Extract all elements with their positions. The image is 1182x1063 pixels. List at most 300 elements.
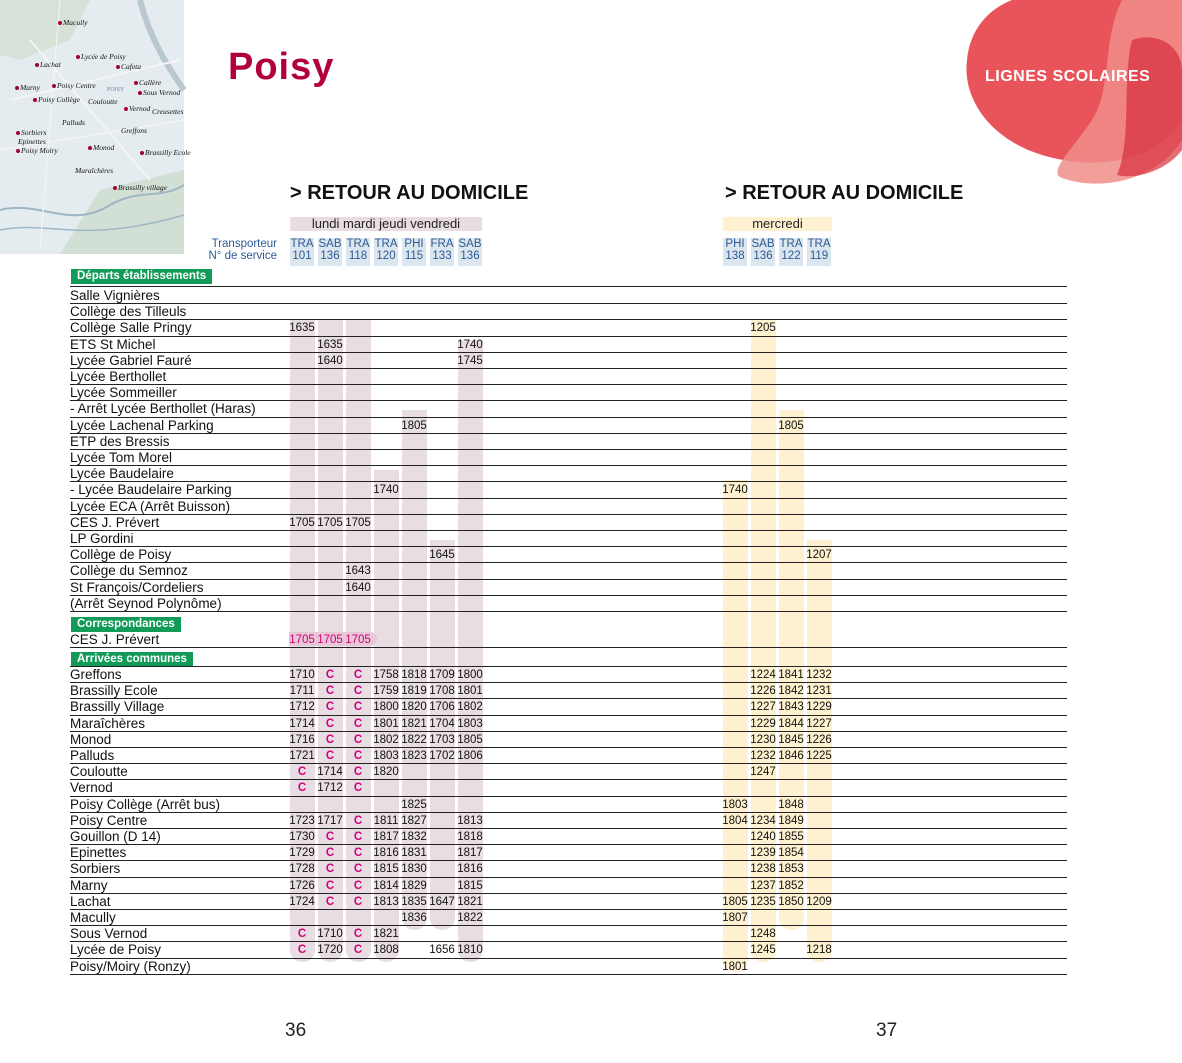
time-cell: C	[325, 733, 335, 746]
map-background	[0, 0, 184, 254]
service-number: 122	[781, 250, 801, 262]
time-cell: 1645	[429, 549, 455, 562]
service-number: 136	[320, 250, 340, 262]
time-cell: 1245	[750, 944, 776, 957]
group-label: Arrivées communes	[71, 652, 193, 667]
time-cell: 1827	[401, 814, 427, 827]
time-cell: C	[353, 750, 363, 762]
service-number: 136	[753, 250, 773, 262]
row-divider	[70, 763, 1067, 764]
stop-name: Lycée Tom Morel	[70, 450, 173, 465]
column-header	[458, 238, 482, 266]
days-left-band: lundi mardi jeudi vendredi	[290, 217, 482, 231]
service-number: 138	[725, 250, 745, 262]
time-cell: 1740	[373, 484, 399, 497]
time-cell: 1227	[806, 717, 832, 730]
time-cell: 1230	[750, 733, 776, 746]
row-divider	[70, 352, 1067, 353]
time-cell: 1709	[429, 669, 455, 681]
stop-name: Collège du Semnoz	[70, 563, 188, 579]
time-cell: 1848	[778, 798, 804, 811]
time-cell: C	[353, 766, 363, 779]
time-cell: C	[297, 944, 307, 957]
service-number: 101	[292, 250, 312, 262]
stop-name: Collège des Tilleuls	[70, 304, 187, 320]
stop-name: Lachat	[70, 893, 111, 909]
row-divider	[70, 286, 1067, 287]
service-number: 118	[348, 250, 368, 262]
row-divider	[70, 562, 1067, 563]
time-cell: C	[353, 814, 363, 827]
stop-name: Palluds	[70, 748, 115, 763]
stop-name: ETP des Bressis	[70, 433, 170, 449]
time-cell: 1227	[750, 701, 776, 714]
time-cell: 1740	[722, 484, 748, 497]
row-divider	[70, 877, 1067, 878]
time-cell: 1705	[345, 634, 371, 646]
time-cell: 1821	[373, 928, 399, 941]
operator-code: TRA	[346, 238, 370, 250]
map-label: Poisy Moiry	[16, 146, 58, 155]
map-label: Lycée de Poisy	[76, 52, 126, 61]
time-cell: 1844	[778, 717, 804, 730]
stop-name: CES J. Prévert	[70, 514, 160, 530]
stop-name: Brassilly Ecole	[70, 683, 158, 699]
time-cell: 1745	[457, 354, 483, 367]
time-cell: 1716	[289, 733, 315, 746]
time-cell: 1843	[778, 701, 804, 714]
section-title-right: > RETOUR AU DOMICILE	[725, 182, 964, 204]
time-cell: 1710	[317, 928, 343, 941]
time-cell: 1247	[750, 766, 776, 779]
stop-name: Poisy/Moiry (Ronzy)	[70, 958, 191, 974]
time-cell: 1237	[750, 879, 776, 892]
time-cell: 1704	[429, 717, 455, 730]
time-cell: 1800	[457, 669, 483, 681]
time-cell: C	[297, 782, 307, 795]
time-cell: 1758	[373, 669, 399, 681]
time-cell: 1810	[457, 944, 483, 957]
stop-name: Epinettes	[70, 845, 127, 861]
row-divider	[70, 941, 1067, 942]
row-divider	[70, 319, 1067, 320]
time-cell: 1207	[806, 549, 832, 562]
time-cell: C	[297, 928, 307, 941]
group-label: Départs établissements	[71, 269, 212, 284]
stop-name: Collège Salle Pringy	[70, 320, 192, 336]
map-label: Poisy Centre	[52, 81, 96, 90]
service-number: 136	[460, 250, 480, 262]
time-cell: 1823	[401, 750, 427, 762]
stop-name: Vernod	[70, 780, 113, 796]
stop-name: Gouillon (D 14)	[70, 829, 161, 844]
row-divider	[70, 647, 1067, 648]
row-divider	[70, 546, 1067, 547]
time-cell: 1815	[457, 879, 483, 892]
group-label: Correspondances	[71, 617, 181, 632]
time-cell: C	[353, 717, 363, 730]
time-cell: 1815	[373, 863, 399, 876]
time-cell: 1721	[289, 750, 315, 762]
map-label: Sous Vernod	[138, 88, 180, 97]
time-cell: 1235	[750, 895, 776, 908]
row-divider	[70, 747, 1067, 748]
stop-name: Lycée Lachenal Parking	[70, 417, 214, 433]
time-cell: 1801	[457, 685, 483, 698]
row-divider	[70, 433, 1067, 434]
time-cell: 1841	[778, 669, 804, 681]
time-cell: 1635	[289, 322, 315, 335]
stop-name: Maraîchères	[70, 715, 146, 731]
column-header	[430, 238, 454, 266]
time-cell: 1726	[289, 879, 315, 892]
operator-code: FRA	[430, 238, 454, 250]
time-cell: 1805	[401, 419, 427, 432]
time-cell: C	[325, 847, 335, 860]
operator-code: SAB	[751, 238, 775, 250]
service-number: 120	[376, 250, 396, 262]
row-divider	[70, 530, 1067, 531]
map-label: Brassilly village	[113, 183, 167, 192]
time-cell: 1643	[345, 565, 371, 578]
time-cell: 1705	[317, 516, 343, 529]
time-cell: 1830	[401, 863, 427, 876]
time-cell: 1225	[806, 750, 832, 762]
time-cell: 1209	[806, 895, 832, 908]
row-divider	[70, 844, 1067, 845]
time-cell: 1803	[373, 750, 399, 762]
row-divider	[70, 731, 1067, 732]
column-header	[779, 238, 803, 266]
time-cell: 1817	[457, 847, 483, 860]
page-number-right: 37	[876, 1020, 898, 1041]
time-cell: 1730	[289, 831, 315, 843]
time-cell: 1229	[750, 717, 776, 730]
time-cell: 1822	[401, 733, 427, 746]
operator-code: TRA	[779, 238, 803, 250]
stop-name: ETS St Michel	[70, 336, 156, 352]
time-cell: 1836	[401, 912, 427, 924]
map-label: Epinettes	[18, 137, 46, 146]
time-cell: 1705	[345, 516, 371, 529]
time-cell: 1850	[778, 895, 804, 908]
map-label: Marny	[15, 83, 40, 92]
time-cell: 1845	[778, 733, 804, 746]
time-cell: 1714	[289, 717, 315, 730]
time-cell: 1846	[778, 750, 804, 762]
decorative-banner	[952, 0, 1182, 190]
time-cell: C	[325, 669, 335, 681]
map-label: Monod	[88, 143, 114, 152]
stop-name: Marny	[70, 877, 108, 893]
time-cell: 1813	[457, 814, 483, 827]
banner-label: LIGNES SCOLAIRES	[985, 68, 1151, 85]
column-header	[318, 238, 342, 266]
column-header	[807, 238, 831, 266]
operator-code: TRA	[807, 238, 831, 250]
time-cell: 1720	[317, 944, 343, 957]
time-cell: 1806	[457, 750, 483, 762]
row-divider	[70, 514, 1067, 515]
column-header	[374, 238, 398, 266]
section-title-left: > RETOUR AU DOMICILE	[290, 182, 529, 204]
map-label: Macully	[58, 18, 88, 27]
time-cell: 1852	[778, 879, 804, 892]
time-cell: 1232	[806, 669, 832, 681]
page-number-left: 36	[285, 1020, 307, 1041]
service-number: 119	[809, 250, 829, 262]
time-cell: 1813	[373, 895, 399, 908]
time-cell: 1855	[778, 831, 804, 843]
stop-name: Lycée de Poisy	[70, 942, 162, 958]
column-header	[346, 238, 370, 266]
time-cell: C	[325, 750, 335, 762]
map-label: Callère	[134, 78, 161, 87]
column-header	[290, 238, 314, 266]
time-cell: 1635	[317, 338, 343, 351]
stop-name: Lycée Gabriel Fauré	[70, 352, 192, 368]
row-divider	[70, 925, 1067, 926]
stop-name: CES J. Prévert	[70, 632, 160, 647]
stop-name: Poisy Collège (Arrêt bus)	[70, 796, 221, 812]
time-cell: 1832	[401, 831, 427, 843]
time-cell: 1803	[722, 798, 748, 811]
time-cell: 1818	[457, 831, 483, 843]
time-cell: 1705	[289, 516, 315, 529]
time-cell: 1640	[345, 581, 371, 594]
time-cell: 1234	[750, 814, 776, 827]
time-cell: 1703	[429, 733, 455, 746]
time-cell: 1740	[457, 338, 483, 351]
stop-name: Lycée Sommeiller	[70, 385, 177, 401]
stop-name: Poisy Centre	[70, 812, 148, 828]
time-cell: 1814	[373, 879, 399, 892]
time-cell: 1835	[401, 895, 427, 908]
time-cell: 1805	[778, 419, 804, 432]
service-label: N° de service	[208, 250, 277, 262]
time-cell: 1229	[806, 701, 832, 714]
time-cell: 1647	[429, 895, 455, 908]
time-cell: 1853	[778, 863, 804, 876]
time-cell: 1807	[722, 912, 748, 924]
time-cell: C	[325, 895, 335, 908]
row-divider	[70, 368, 1067, 369]
time-cell: 1702	[429, 750, 455, 762]
stop-name: Sous Vernod	[70, 926, 148, 942]
row-divider	[70, 698, 1067, 699]
stop-name: LP Gordini	[70, 531, 134, 546]
time-cell: 1801	[722, 960, 748, 973]
time-cell: 1640	[317, 354, 343, 367]
transporteur-label: Transporteur	[211, 238, 277, 250]
time-cell: 1724	[289, 895, 315, 908]
time-cell: 1224	[750, 669, 776, 681]
time-cell: 1714	[317, 766, 343, 779]
time-cell: C	[353, 685, 363, 698]
time-cell: C	[325, 685, 335, 698]
time-cell: C	[353, 831, 363, 843]
column-header	[402, 238, 426, 266]
row-divider	[70, 860, 1067, 861]
time-cell: 1226	[750, 685, 776, 698]
time-cell: 1820	[401, 701, 427, 714]
time-cell: 1712	[317, 782, 343, 795]
time-cell: 1759	[373, 685, 399, 698]
operator-code: SAB	[318, 238, 342, 250]
time-cell: 1723	[289, 814, 315, 827]
time-cell: 1849	[778, 814, 804, 827]
time-cell: 1231	[806, 685, 832, 698]
time-cell: 1708	[429, 685, 455, 698]
stop-name: Lycée ECA (Arrêt Buisson)	[70, 498, 231, 514]
operator-code: SAB	[458, 238, 482, 250]
time-cell: C	[325, 879, 335, 892]
stop-name: Brassilly Village	[70, 699, 165, 715]
time-cell: 1240	[750, 831, 776, 843]
map-label: Brassilly Ecole	[140, 148, 191, 157]
row-divider	[70, 909, 1067, 910]
stop-name: (Arrêt Seynod Polynôme)	[70, 595, 222, 611]
stop-name: St François/Cordeliers	[70, 579, 204, 595]
time-cell: 1729	[289, 847, 315, 860]
time-cell: C	[353, 733, 363, 746]
time-cell: 1831	[401, 847, 427, 860]
stop-name: Lycée Baudelaire	[70, 466, 174, 482]
time-cell: 1805	[457, 733, 483, 746]
service-number: 133	[432, 250, 452, 262]
operator-code: PHI	[404, 238, 424, 250]
time-cell: C	[353, 701, 363, 714]
time-cell: C	[297, 766, 307, 779]
time-cell: 1801	[373, 717, 399, 730]
map-label: Sorbiers	[16, 128, 46, 137]
map-label: Palluds	[62, 118, 85, 127]
time-cell: 1656	[429, 944, 455, 957]
time-cell: 1818	[401, 669, 427, 681]
time-cell: 1712	[289, 701, 315, 714]
time-cell: C	[353, 895, 363, 908]
stop-name: Couloutte	[70, 764, 128, 780]
time-cell: 1728	[289, 863, 315, 876]
map-label: Greffons	[121, 126, 147, 135]
time-cell: C	[353, 879, 363, 892]
map-label: Poisy Collège	[33, 95, 80, 104]
row-divider	[70, 715, 1067, 716]
time-cell: 1205	[750, 322, 776, 335]
time-cell: 1817	[373, 831, 399, 843]
stop-name: - Arrêt Lycée Berthollet (Haras)	[70, 401, 256, 417]
time-cell: 1821	[457, 895, 483, 908]
time-cell: 1821	[401, 717, 427, 730]
time-cell: 1802	[457, 701, 483, 714]
time-cell: C	[325, 717, 335, 730]
time-cell: 1710	[289, 669, 315, 681]
row-divider	[70, 682, 1067, 683]
column-header	[723, 238, 747, 266]
time-cell: 1820	[373, 766, 399, 779]
time-cell: 1816	[457, 863, 483, 876]
time-cell: C	[325, 701, 335, 714]
time-cell: 1804	[722, 814, 748, 827]
map-label: Cafeta	[116, 62, 141, 71]
row-divider	[70, 417, 1067, 418]
time-cell: C	[353, 928, 363, 941]
time-cell: 1811	[373, 814, 399, 827]
row-divider	[70, 974, 1067, 975]
map-label: Vernod	[124, 104, 150, 113]
time-cell: 1706	[429, 701, 455, 714]
days-right-band: mercredi	[723, 217, 832, 231]
time-cell: 1805	[722, 895, 748, 908]
time-cell: 1808	[373, 944, 399, 957]
time-cell: 1802	[373, 733, 399, 746]
operator-code: TRA	[374, 238, 398, 250]
row-divider	[70, 465, 1067, 466]
map-label: POISY	[107, 87, 125, 93]
time-cell: 1238	[750, 863, 776, 876]
row-divider	[70, 384, 1067, 385]
time-cell: 1239	[750, 847, 776, 860]
time-cell: 1819	[401, 685, 427, 698]
stop-name: Macully	[70, 910, 116, 925]
time-cell: C	[353, 863, 363, 876]
row-divider	[70, 828, 1067, 829]
stop-name: - Lycée Baudelaire Parking	[70, 482, 232, 498]
time-cell: 1816	[373, 847, 399, 860]
time-cell: 1705	[317, 634, 343, 646]
time-cell: 1800	[373, 701, 399, 714]
time-cell: 1226	[806, 733, 832, 746]
row-divider	[70, 779, 1067, 780]
operator-code: PHI	[725, 238, 745, 250]
time-cell: 1705	[289, 634, 315, 646]
time-cell: 1711	[289, 685, 315, 698]
stop-name: Sorbiers	[70, 861, 121, 877]
column-header	[751, 238, 775, 266]
map-label: Creusettes	[152, 107, 184, 116]
service-number: 115	[404, 250, 424, 262]
time-cell: 1717	[317, 814, 343, 827]
row-divider	[70, 958, 1067, 959]
stop-name: Collège de Poisy	[70, 547, 172, 563]
stop-name: Greffons	[70, 667, 122, 682]
page-title: Poisy	[228, 46, 335, 88]
operator-code: TRA	[290, 238, 314, 250]
time-cell: 1232	[750, 750, 776, 762]
row-divider	[70, 893, 1067, 894]
header-labels	[196, 238, 277, 262]
time-cell: C	[325, 831, 335, 843]
row-divider	[70, 812, 1067, 813]
time-cell: 1854	[778, 847, 804, 860]
time-cell: C	[353, 669, 363, 681]
stop-name: Lycée Berthollet	[70, 369, 167, 384]
time-cell: C	[353, 944, 363, 957]
time-cell: 1825	[401, 798, 427, 811]
map-label: Maraîchères	[75, 166, 114, 175]
area-map	[0, 0, 191, 254]
time-cell: C	[353, 847, 363, 860]
time-cell: 1822	[457, 912, 483, 924]
time-cell: 1218	[806, 944, 832, 957]
map-label: Lachat	[35, 60, 61, 69]
time-cell: 1829	[401, 879, 427, 892]
time-cell: C	[325, 863, 335, 876]
time-cell: 1803	[457, 717, 483, 730]
row-divider	[70, 666, 1067, 667]
time-cell: C	[353, 782, 363, 795]
map-label: Couloutte	[88, 97, 118, 106]
